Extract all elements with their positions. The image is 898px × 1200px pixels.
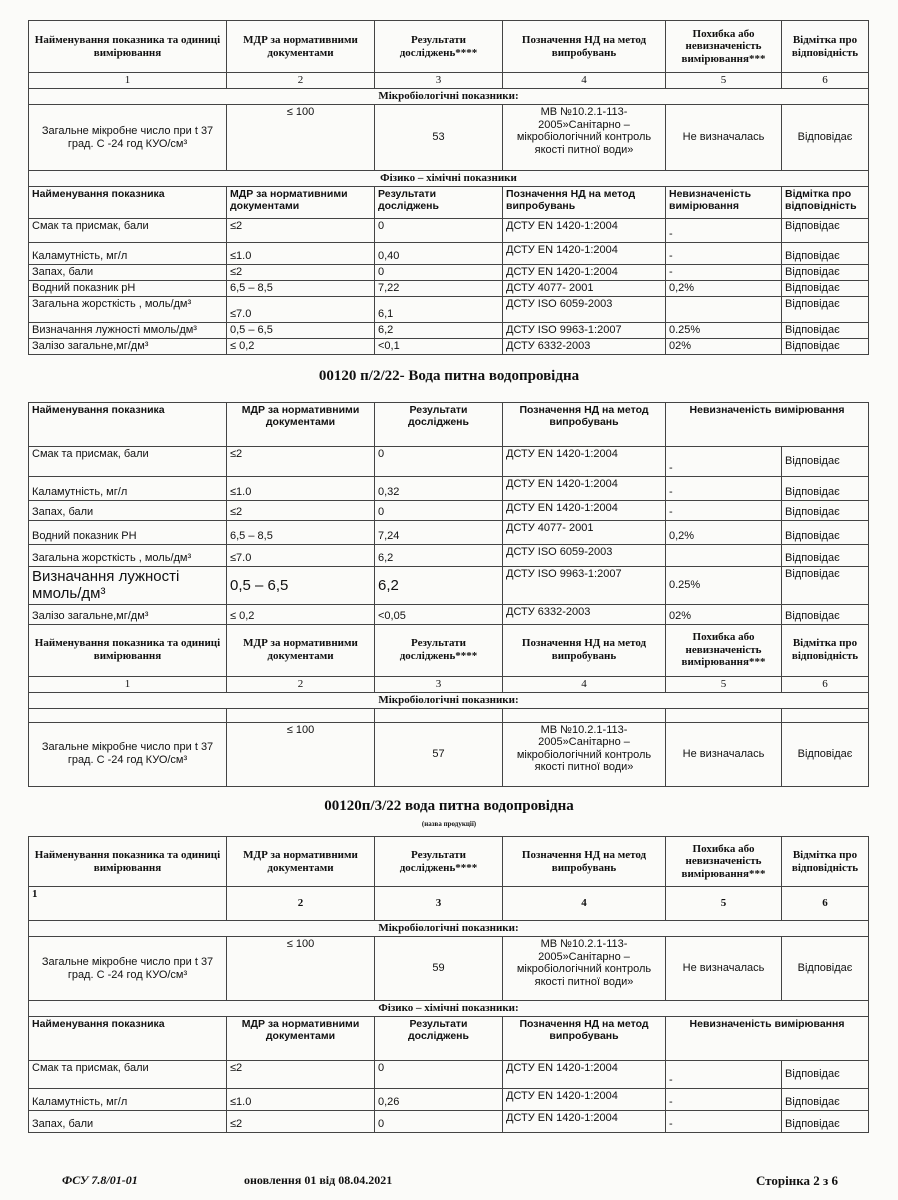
table-cell: 0 (375, 265, 503, 281)
table-cell: ДСТУ ISO 9963-1:2007 (503, 323, 666, 339)
col-header-results: Результати досліджень**** (375, 21, 503, 73)
table-cell (227, 708, 375, 722)
table-cell: Водний показник PH (29, 521, 227, 545)
table-row (29, 323, 869, 339)
table-row (29, 921, 869, 937)
col-header-uncertainty: Похибка або невизначеність вимірювання*** (666, 624, 782, 676)
table-cell: ≤2 (227, 265, 375, 281)
table-row (29, 1017, 869, 1061)
table-cell: Відповідає (782, 323, 869, 339)
table-row (29, 171, 869, 187)
micro-conformity: Відповідає (782, 937, 869, 1001)
table-cell: Запах, бали (29, 1111, 227, 1133)
col-number: 5 (666, 73, 782, 89)
table-cell: - (666, 1111, 782, 1133)
table-cell: Відповідає (782, 297, 869, 323)
col-header-method: Позначення НД на метод випробувань (503, 21, 666, 73)
table-cell: 3 (375, 676, 503, 692)
table-row (29, 403, 869, 447)
table-cell: 4 (503, 887, 666, 921)
table-cell: 2 (227, 676, 375, 692)
table-cell: ≤ 0,2 (227, 604, 375, 624)
table-cell: 02% (666, 604, 782, 624)
col-header-mdr: МДР за нормативними документами (227, 403, 375, 447)
col-header-name: Найменування показника та одиниці вимірювання (29, 837, 227, 887)
table-cell: Запах, бали (29, 501, 227, 521)
table-cell: Відповідає (782, 567, 869, 605)
col-header-uncertainty: Похибка або невизначеність вимірювання*** (666, 21, 782, 73)
table-cell (503, 708, 666, 722)
table-cell (666, 297, 782, 323)
table-cell: ДСТУ EN 1420-1:2004 (503, 1089, 666, 1111)
table-cell: Визначання лужності ммоль/дм³ (29, 323, 227, 339)
col-header-mdr: МДР за нормативними документами (227, 837, 375, 887)
table-cell: - (666, 501, 782, 521)
table-cell: - (666, 265, 782, 281)
table-row (29, 297, 869, 323)
table-cell: Загальна жорсткість , моль/дм³ (29, 297, 227, 323)
table-cell: 6,5 – 8,5 (227, 281, 375, 297)
table-cell: ≤2 (227, 501, 375, 521)
col-header-results: Результати досліджень (375, 1017, 503, 1061)
table-cell: ≤7.0 (227, 297, 375, 323)
table-row (29, 187, 869, 219)
table-cell: 4 (503, 676, 666, 692)
table-cell: 0,5 – 6,5 (227, 323, 375, 339)
table-cell: 6,2 (375, 323, 503, 339)
table-row (29, 692, 869, 708)
micro-uncertainty: Не визначалась (666, 937, 782, 1001)
table-cell: ≤2 (227, 219, 375, 243)
table-cell: <0,05 (375, 604, 503, 624)
col-header-method: Позначення НД на метод випробувань (503, 624, 666, 676)
table-cell: 0 (375, 447, 503, 477)
table-cell: ДСТУ EN 1420-1:2004 (503, 501, 666, 521)
table-cell: 1 (29, 887, 227, 921)
table-cell: 0,2% (666, 521, 782, 545)
table-cell: Залізо загальне,мг/дм³ (29, 339, 227, 355)
col-header-uncertainty: Невизначеність вимірювання (666, 1017, 869, 1061)
col-number: 2 (227, 73, 375, 89)
table-row (29, 105, 869, 171)
table-cell: ДСТУ 6332-2003 (503, 339, 666, 355)
col-header-uncertainty: Невизначеність вимірювання (666, 187, 782, 219)
table-cell: Смак та присмак, бали (29, 1061, 227, 1089)
table-cell: ≤1.0 (227, 1089, 375, 1111)
table-cell: 0 (375, 501, 503, 521)
table-cell: Відповідає (782, 1061, 869, 1089)
table-cell: 0,26 (375, 1089, 503, 1111)
table-cell: Смак та присмак, бали (29, 219, 227, 243)
table-cell: Відповідає (782, 501, 869, 521)
micro-indicator-name: Загальне мікробне число при t 37 град. С -24 год КУО/см³ (29, 937, 227, 1001)
col-number: 3 (375, 73, 503, 89)
table-cell: Відповідає (782, 281, 869, 297)
micro-mdr: ≤ 100 (227, 105, 375, 171)
col-header-method: Позначення НД на метод випробувань (503, 187, 666, 219)
section-title: Мікробіологічні показники: (29, 921, 869, 937)
phys-rows-1 (29, 219, 869, 355)
table-cell: ≤2 (227, 1111, 375, 1133)
results-table-sample-1 (28, 20, 869, 355)
table-row (29, 676, 869, 692)
table-row (29, 937, 869, 1001)
micro-uncertainty: Не визначалась (666, 722, 782, 786)
table-cell: Залізо загальне,мг/дм³ (29, 604, 227, 624)
form-code: ФСУ 7.8/01-01 (62, 1173, 138, 1187)
table-row (29, 501, 869, 521)
table-cell: - (666, 447, 782, 477)
table-cell: 0,2% (666, 281, 782, 297)
table-row (29, 545, 869, 567)
micro-result: 53 (375, 105, 503, 171)
table-cell: - (666, 219, 782, 243)
micro-mdr: ≤ 100 (227, 937, 375, 1001)
table-cell: ДСТУ 4077- 2001 (503, 281, 666, 297)
col-header-conformity: Відмітка про відповідність (782, 837, 869, 887)
table-cell: 0 (375, 1061, 503, 1089)
table-cell: 6,1 (375, 297, 503, 323)
table-row (29, 837, 869, 887)
table-cell: - (666, 477, 782, 501)
table-cell: ДСТУ EN 1420-1:2004 (503, 243, 666, 265)
section-title: Мікробіологічні показники: (29, 89, 869, 105)
table-cell: 02% (666, 339, 782, 355)
table-cell: ДСТУ EN 1420-1:2004 (503, 1061, 666, 1089)
table-cell: Водний показник pH (29, 281, 227, 297)
results-table-sample-2 (28, 402, 869, 787)
table-row (29, 1001, 869, 1017)
table-row (29, 447, 869, 477)
table-cell: Каламутність, мг/л (29, 477, 227, 501)
col-header-conformity: Відмітка про відповідність (782, 187, 869, 219)
results-table-sample-3 (28, 836, 869, 1133)
table-cell: 6 (782, 676, 869, 692)
table-row (29, 708, 869, 722)
table-row (29, 1061, 869, 1089)
table-row (29, 521, 869, 545)
table-cell: 0,40 (375, 243, 503, 265)
table-cell: ≤2 (227, 447, 375, 477)
table-cell: ≤7.0 (227, 545, 375, 567)
section-title: Мікробіологічні показники: (29, 692, 869, 708)
table-cell: 0,5 – 6,5 (227, 567, 375, 605)
col-header-results: Результати досліджень (375, 187, 503, 219)
table-cell: 6,2 (375, 545, 503, 567)
table-row (29, 219, 869, 243)
table-cell: Відповідає (782, 604, 869, 624)
table-cell: Відповідає (782, 243, 869, 265)
table-cell: - (666, 1089, 782, 1111)
page-number: Сторінка 2 з 6 (755, 1173, 838, 1188)
table-cell: ДСТУ ISO 6059-2003 (503, 545, 666, 567)
table-row (29, 604, 869, 624)
col-header-conformity: Відмітка про відповідність (782, 21, 869, 73)
col-header-mdr: МДР за нормативними документами (227, 21, 375, 73)
table-cell (782, 708, 869, 722)
table-cell: ≤1.0 (227, 243, 375, 265)
col-header-results: Результати досліджень**** (375, 837, 503, 887)
table-cell: 7,24 (375, 521, 503, 545)
col-header-mdr: МДР за нормативними документами (227, 1017, 375, 1061)
micro-uncertainty: Не визначалась (666, 105, 782, 171)
table-row (29, 567, 869, 605)
micro-method: МВ №10.2.1-113-2005»Санітарно – мікробіологічний контроль якості питної води» (503, 105, 666, 171)
table-cell: ≤1.0 (227, 477, 375, 501)
micro-indicator-name: Загальне мікробне число при t 37 град. С -24 год КУО/см³ (29, 105, 227, 171)
table-cell (29, 708, 227, 722)
micro-conformity: Відповідає (782, 105, 869, 171)
table-cell: Відповідає (782, 265, 869, 281)
scan-edge (870, 10, 898, 1140)
sample-title-3: 00120п/3/22 вода питна водопровідна (324, 798, 574, 814)
col-header-name: Найменування показника (29, 403, 227, 447)
table-cell: Загальна жорсткість , моль/дм³ (29, 545, 227, 567)
micro-method: МВ №10.2.1-113-2005»Санітарно – мікробіологічний контроль якості питної води» (503, 937, 666, 1001)
table-row (29, 89, 869, 105)
col-number: 4 (503, 73, 666, 89)
table-cell: 5 (666, 887, 782, 921)
col-number: 1 (29, 73, 227, 89)
table-cell: 0.25% (666, 567, 782, 605)
table-cell: 2 (227, 887, 375, 921)
table-row (29, 339, 869, 355)
table-row (29, 21, 869, 73)
table-cell (375, 708, 503, 722)
table-cell: 6 (782, 887, 869, 921)
table-cell: ДСТУ EN 1420-1:2004 (503, 447, 666, 477)
table-cell (666, 708, 782, 722)
table-row (29, 73, 869, 89)
col-header-method: Позначення НД на метод випробувань (503, 1017, 666, 1061)
table-cell: Відповідає (782, 545, 869, 567)
table-cell: 0,32 (375, 477, 503, 501)
table-cell: 6,2 (375, 567, 503, 605)
table-cell: Відповідає (782, 1111, 869, 1133)
table-row (29, 722, 869, 786)
micro-result: 57 (375, 722, 503, 786)
col-header-mdr: МДР за нормативними документами (227, 624, 375, 676)
table-row (29, 477, 869, 501)
product-name-caption: (назва продукції) (421, 820, 477, 828)
table-cell: ≤2 (227, 1061, 375, 1089)
col-header-results: Результати досліджень**** (375, 624, 503, 676)
table-cell: Каламутність, мг/л (29, 1089, 227, 1111)
table-cell: ДСТУ ISO 9963-1:2007 (503, 567, 666, 605)
table-cell: ДСТУ EN 1420-1:2004 (503, 219, 666, 243)
table-cell: Відповідає (782, 477, 869, 501)
table-row (29, 1089, 869, 1111)
table-cell: - (666, 243, 782, 265)
micro-mdr: ≤ 100 (227, 722, 375, 786)
table-cell: Відповідає (782, 219, 869, 243)
sample-title-2: 00120 п/2/22- Вода питна водопровідна (318, 368, 580, 384)
table-cell: Відповідає (782, 521, 869, 545)
table-cell: ДСТУ EN 1420-1:2004 (503, 265, 666, 281)
table-cell: Відповідає (782, 1089, 869, 1111)
table-cell: 6,5 – 8,5 (227, 521, 375, 545)
col-header-name: Найменування показника та одиниці вимірювання (29, 21, 227, 73)
col-header-name: Найменування показника (29, 1017, 227, 1061)
col-header-uncertainty: Невизначеність вимірювання (666, 403, 869, 447)
table-cell: 1 (29, 676, 227, 692)
table-cell: 0 (375, 219, 503, 243)
table-cell: Визначання лужності ммоль/дм³ (29, 567, 227, 605)
col-header-name: Найменування показника та одиниці вимірювання (29, 624, 227, 676)
col-header-mdr: МДР за нормативними документами (227, 187, 375, 219)
table-row (29, 887, 869, 921)
micro-method: МВ №10.2.1-113-2005»Санітарно – мікробіологічний контроль якості питної води» (503, 722, 666, 786)
table-row (29, 265, 869, 281)
table-cell: Каламутність, мг/л (29, 243, 227, 265)
table-cell: Запах, бали (29, 265, 227, 281)
col-header-name: Найменування показника (29, 187, 227, 219)
table-cell: Відповідає (782, 447, 869, 477)
table-cell: 0.25% (666, 323, 782, 339)
table-cell: ДСТУ EN 1420-1:2004 (503, 1111, 666, 1133)
table-row (29, 624, 869, 676)
col-header-results: Результати досліджень (375, 403, 503, 447)
table-cell: 5 (666, 676, 782, 692)
table-cell: <0,1 (375, 339, 503, 355)
phys-rows-3 (29, 1061, 869, 1133)
table-cell: 0 (375, 1111, 503, 1133)
col-header-conformity: Відмітка про відповідність (782, 624, 869, 676)
table-cell: - (666, 1061, 782, 1089)
table-cell: 7,22 (375, 281, 503, 297)
table-cell: ДСТУ ISO 6059-2003 (503, 297, 666, 323)
section-title: Фізико – хімічні показники (29, 171, 869, 187)
col-header-method: Позначення НД на метод випробувань (503, 837, 666, 887)
update-note: оновлення 01 від 08.04.2021 (244, 1173, 393, 1187)
col-header-method: Позначення НД на метод випробувань (503, 403, 666, 447)
table-cell: ≤ 0,2 (227, 339, 375, 355)
table-cell: 3 (375, 887, 503, 921)
table-row (29, 1111, 869, 1133)
micro-conformity: Відповідає (782, 722, 869, 786)
table-row (29, 243, 869, 265)
table-row (29, 281, 869, 297)
col-header-uncertainty: Похибка або невизначеність вимірювання*** (666, 837, 782, 887)
micro-indicator-name: Загальне мікробне число при t 37 град. С -24 год КУО/см³ (29, 722, 227, 786)
col-number: 6 (782, 73, 869, 89)
table-cell: ДСТУ EN 1420-1:2004 (503, 477, 666, 501)
table-cell: ДСТУ 4077- 2001 (503, 521, 666, 545)
table-cell: Смак та присмак, бали (29, 447, 227, 477)
table-cell (666, 545, 782, 567)
table-cell: Відповідає (782, 339, 869, 355)
micro-result: 59 (375, 937, 503, 1001)
section-title: Фізико – хімічні показники: (29, 1001, 869, 1017)
table-cell: ДСТУ 6332-2003 (503, 604, 666, 624)
